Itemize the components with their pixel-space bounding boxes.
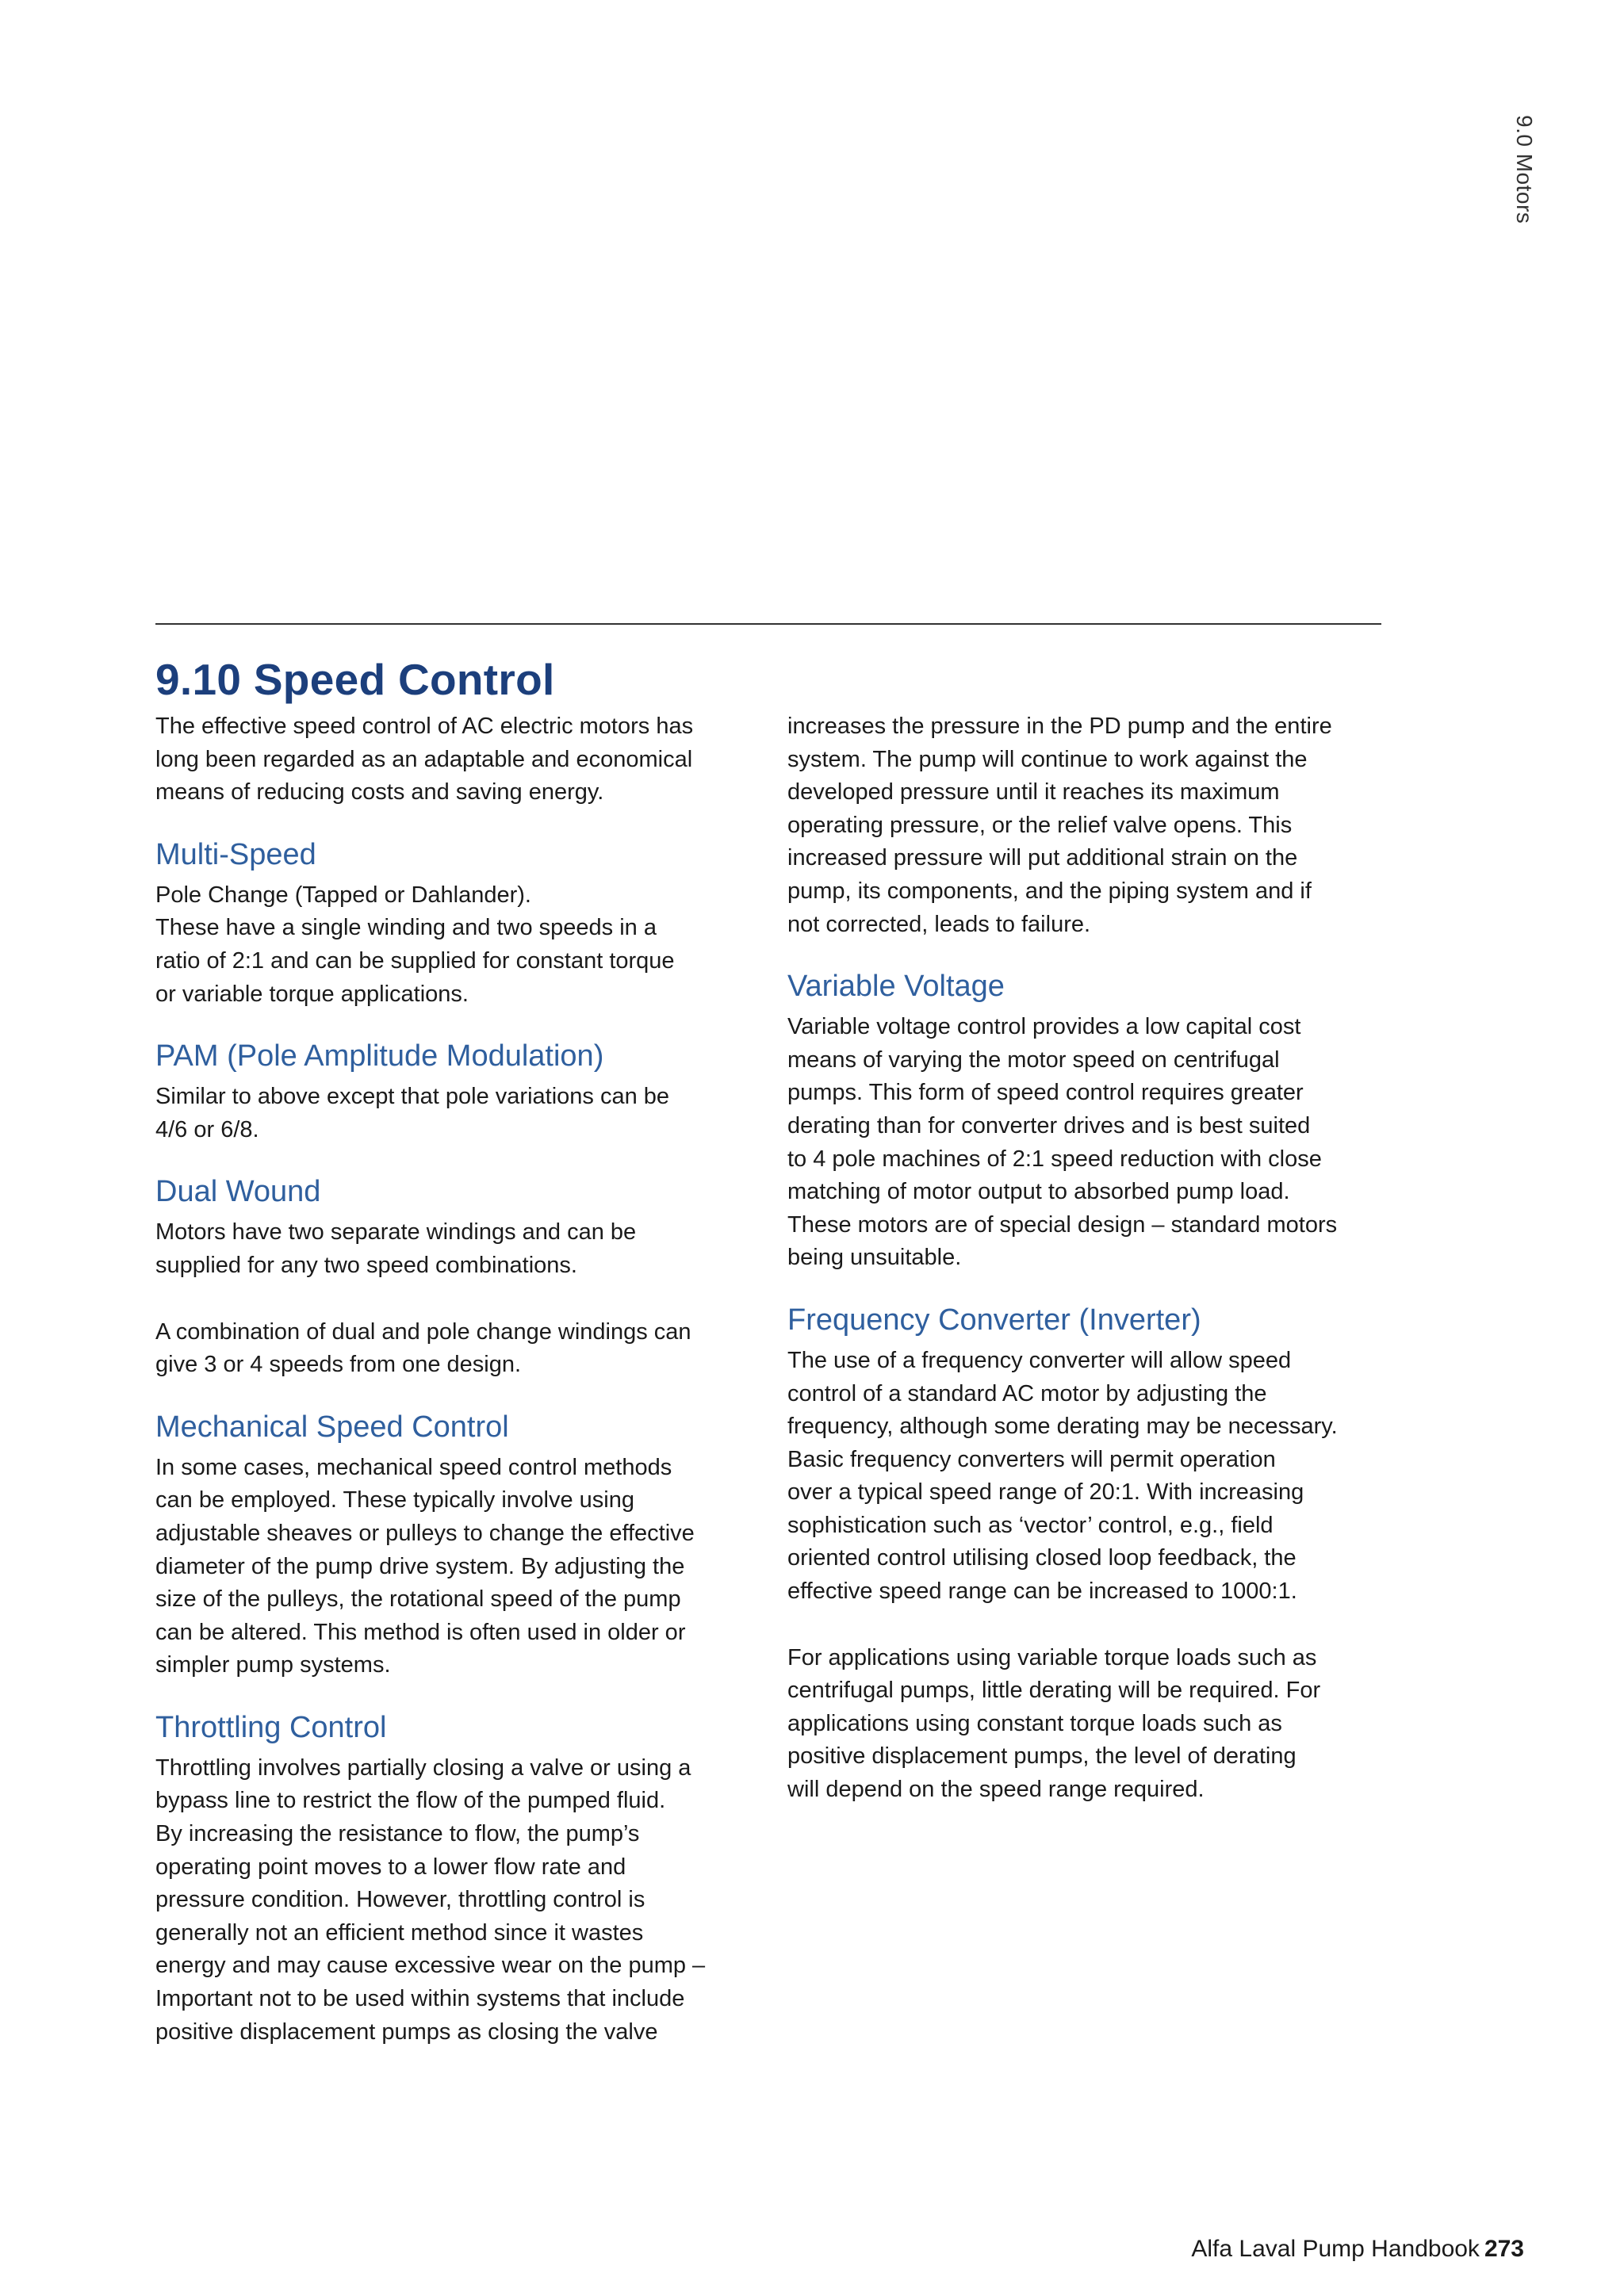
text-line: frequency, although some derating may be necessary. [787, 1414, 1338, 1440]
text-line: diameter of the pump drive system. By adjusting the [155, 1553, 685, 1579]
page-title: 9.10 Speed Control [155, 655, 555, 704]
text-line: The effective speed control of AC electric motors has [155, 714, 694, 739]
text-line: supplied for any two speed combinations. [155, 1252, 577, 1278]
text-line: Similar to above except that pole variations can be [155, 1084, 670, 1110]
text-line: positive displacement pumps as closing the valve [155, 2019, 658, 2045]
text-line: not corrected, leads to failure. [787, 911, 1091, 937]
heading-frequency-converter: Frequency Converter (Inverter) [787, 1303, 1201, 1337]
text-line: means of reducing costs and saving energy. [155, 779, 604, 806]
text-line: can be employed. These typically involve using [155, 1487, 634, 1513]
text-line: system. The pump will continue to work against the [787, 746, 1308, 772]
dual-wound-paragraph [155, 1216, 790, 1282]
text-line: pressure condition. However, throttling control is [155, 1887, 645, 1913]
text-line: derating than for converter drives and is best suited [787, 1112, 1311, 1138]
text-line: Throttling involves partially closing a valve or using a [155, 1755, 691, 1781]
heading-throttling-control: Throttling Control [155, 1710, 387, 1744]
text-line: positive displacement pumps, the level of derating [787, 1743, 1297, 1770]
dual-wound-paragraph-2 [155, 1316, 790, 1382]
text-line: operating point moves to a lower flow rate and [155, 1854, 626, 1880]
text-line: effective speed range can be increased to 1000:1. [787, 1578, 1297, 1605]
text-line: centrifugal pumps, little derating will be required. For [787, 1678, 1321, 1704]
text-line: Important not to be used within systems that include [155, 1986, 685, 2012]
text-line: oriented control utilising closed loop feedback, the [787, 1545, 1297, 1571]
text-line: 4/6 or 6/8. [155, 1116, 259, 1142]
frequency-converter-paragraph [787, 1345, 1422, 1609]
text-line: applications using constant torque loads such as [787, 1710, 1282, 1736]
text-line: adjustable sheaves or pulleys to change the effective [155, 1520, 695, 1546]
text-line: simpler pump systems. [155, 1652, 391, 1678]
text-line: For applications using variable torque loads such as [787, 1644, 1317, 1670]
variable-voltage-paragraph [787, 1011, 1422, 1275]
left-column [155, 710, 790, 2049]
text-line: In some cases, mechanical speed control methods [155, 1454, 672, 1480]
heading-variable-voltage: Variable Voltage [787, 970, 1005, 1004]
text-line: control of a standard AC motor by adjusting the [787, 1380, 1267, 1406]
heading-multi-speed: Multi-Speed [155, 837, 316, 871]
page-footer [1191, 2236, 1524, 2263]
text-line: over a typical speed range of 20:1. With increasing [787, 1479, 1304, 1506]
book-title: Alfa Laval Pump Handbook [1191, 2236, 1480, 2262]
text-line: These motors are of special design – standard motors [787, 1211, 1338, 1238]
section-side-label: 9.0 Motors [1512, 115, 1537, 224]
heading-mechanical-speed-control: Mechanical Speed Control [155, 1410, 509, 1444]
text-line: give 3 or 4 speeds from one design. [155, 1352, 522, 1378]
text-line: ratio of 2:1 and can be supplied for constant torque [155, 947, 675, 974]
text-line: increased pressure will put additional strain on the [787, 845, 1298, 871]
text-line: Variable voltage control provides a low capital cost [787, 1014, 1301, 1040]
text-line: operating pressure, or the relief valve opens. This [787, 812, 1293, 838]
text-line: generally not an efficient method since it wastes [155, 1919, 644, 1946]
frequency-converter-paragraph-2 [787, 1642, 1422, 1807]
text-line: sophistication such as ‘vector’ control, e.g., field [787, 1512, 1274, 1538]
text-line: matching of motor output to absorbed pump load. [787, 1179, 1290, 1205]
text-line: energy and may cause excessive wear on the pump – [155, 1953, 706, 1979]
right-column [787, 710, 1422, 1807]
text-line: means of varying the motor speed on centrifugal [787, 1047, 1280, 1073]
continued-paragraph [787, 710, 1422, 941]
text-line: or variable torque applications. [155, 981, 469, 1007]
text-line: pump, its components, and the piping system and if [787, 878, 1312, 904]
mechanical-paragraph [155, 1452, 790, 1682]
text-line: A combination of dual and pole change windings can [155, 1318, 691, 1345]
text-line: will depend on the speed range required. [787, 1777, 1205, 1803]
text-line: being unsuitable. [787, 1245, 962, 1271]
text-line: The use of a frequency converter will allow speed [787, 1347, 1292, 1373]
text-line: size of the pulleys, the rotational speed of the pump [155, 1586, 681, 1613]
text-line: bypass line to restrict the flow of the pumped fluid. [155, 1788, 666, 1814]
text-line: can be altered. This method is often used in older or [155, 1619, 686, 1645]
text-line: Basic frequency converters will permit operation [787, 1446, 1276, 1472]
heading-pam: PAM (Pole Amplitude Modulation) [155, 1039, 604, 1073]
text-line: By increasing the resistance to flow, the pump’s [155, 1821, 640, 1847]
pam-paragraph [155, 1081, 790, 1146]
text-line: Motors have two separate windings and can be [155, 1219, 637, 1246]
heading-dual-wound: Dual Wound [155, 1175, 321, 1209]
text-line: developed pressure until it reaches its maximum [787, 779, 1280, 806]
text-line: These have a single winding and two speeds in a [155, 915, 657, 941]
multi-speed-paragraph [155, 879, 790, 1011]
section-divider [155, 623, 1381, 625]
text-line: Pole Change (Tapped or Dahlander). [155, 882, 531, 908]
throttling-paragraph [155, 1752, 790, 2049]
text-line: increases the pressure in the PD pump and the entire [787, 714, 1332, 739]
page-number: 273 [1484, 2236, 1524, 2262]
text-line: to 4 pole machines of 2:1 speed reduction with close [787, 1146, 1322, 1172]
text-line: pumps. This form of speed control requires greater [787, 1080, 1304, 1106]
text-line: long been regarded as an adaptable and economical [155, 746, 693, 772]
intro-paragraph [155, 710, 790, 809]
